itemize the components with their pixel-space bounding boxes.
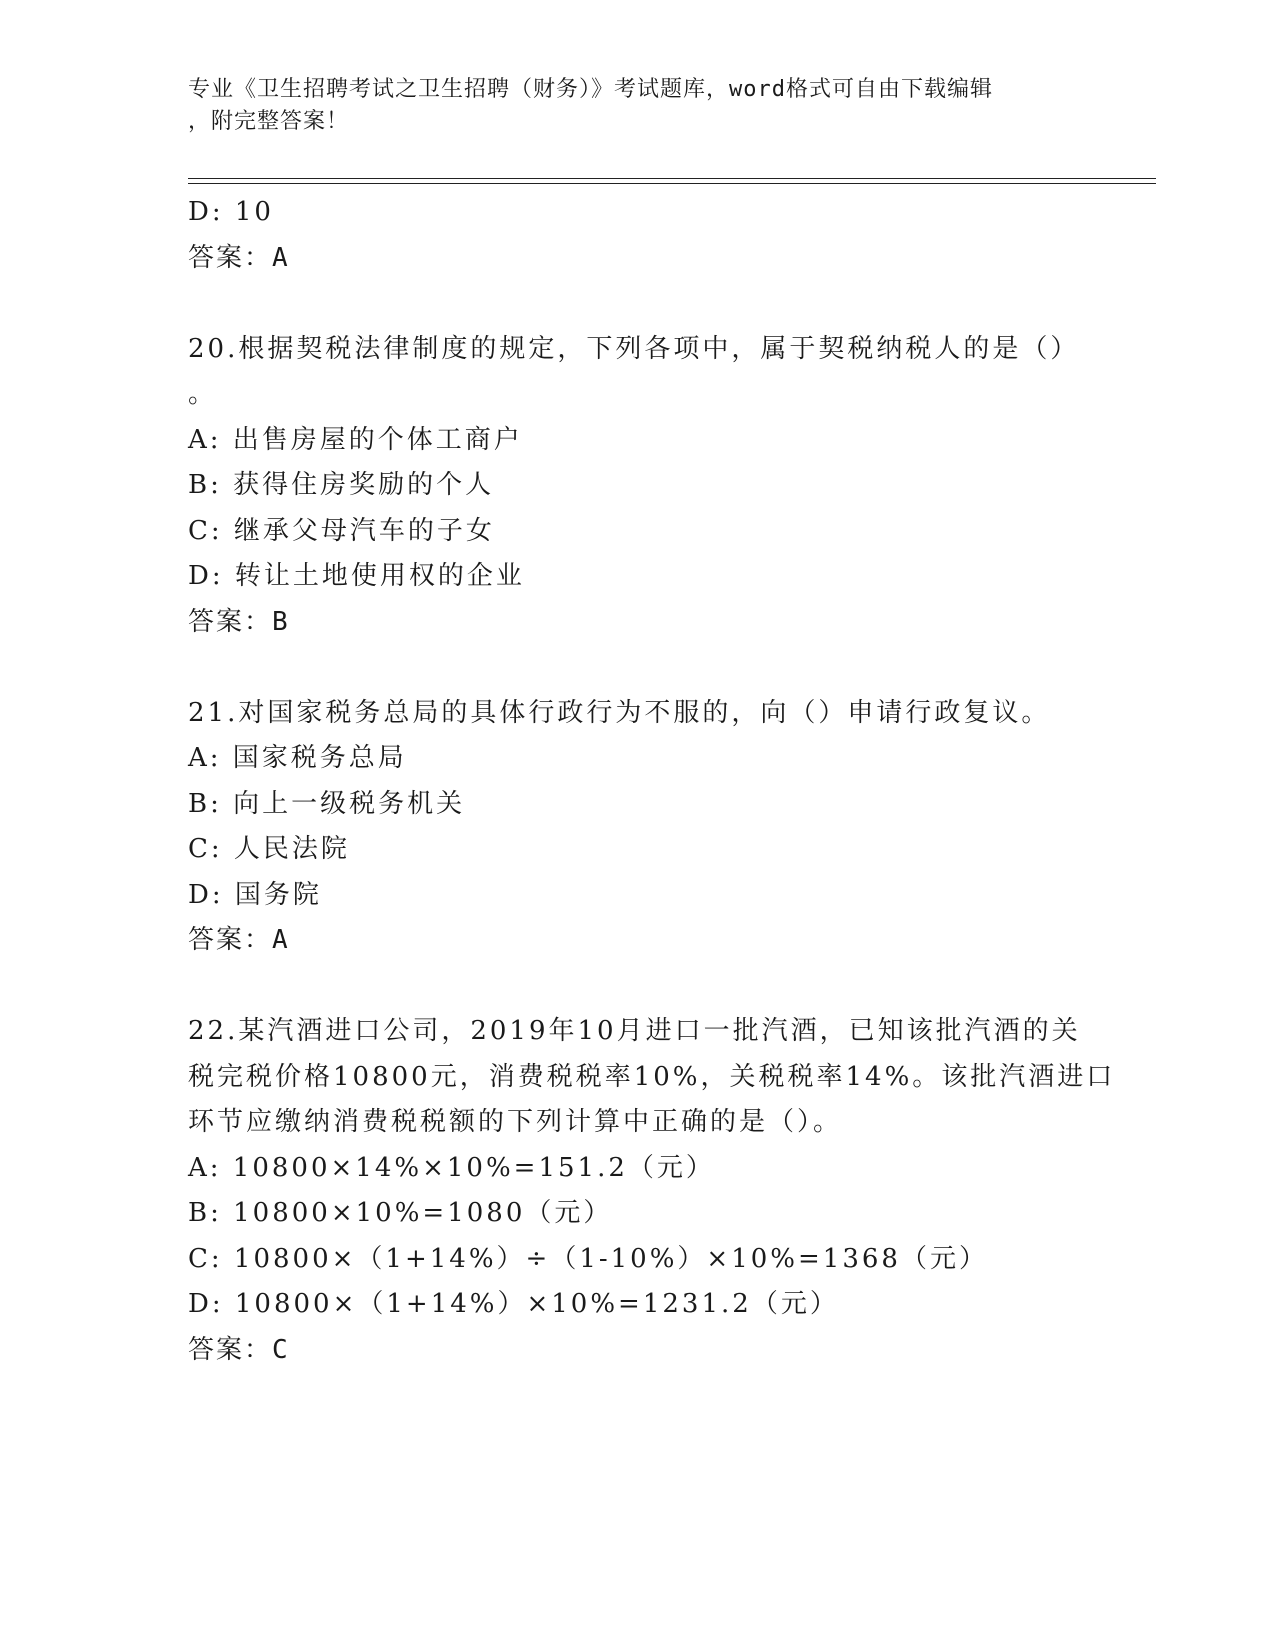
question-stem-line: 22.某汽酒进口公司，2019年10月进口一批汽酒，已知该批汽酒的关 [188, 1016, 1081, 1046]
question-stem-line: 环节应缴纳消费税税额的下列计算中正确的是（）。 [188, 1107, 843, 1137]
question-22 [188, 1009, 1116, 1373]
answer-line: 答案：A [188, 242, 290, 273]
option-c: C: 10800×（1+14%）÷（1-10%）×10%=1368（元） [188, 1243, 988, 1274]
option-d: D: 转让土地使用权的企业 [188, 561, 525, 591]
document-body [188, 190, 1116, 1373]
option-d: D: 10800×（1+14%）×10%=1231.2（元） [188, 1289, 839, 1319]
option-d: D: 国务院 [188, 879, 322, 910]
option-b: B: 向上一级税务机关 [188, 788, 466, 819]
question-stem-line: 。 [188, 379, 218, 409]
previous-question-tail [188, 190, 1088, 281]
option-c: C: 继承父母汽车的子女 [188, 515, 495, 546]
answer-line: 答案：B [188, 606, 290, 637]
question-20 [188, 327, 1088, 646]
option-d: D: 10 [188, 197, 274, 227]
option-a: A: 10800×14%×10%=151.2（元） [188, 1152, 715, 1183]
answer-line: 答案：A [188, 925, 290, 955]
question-stem-line: 税完税价格10800元，消费税税率10%，关税税率14%。该批汽酒进口 [188, 1061, 1116, 1092]
question-stem-line: 20.根据契税法律制度的规定，下列各项中，属于契税纳税人的是（） [188, 333, 1080, 364]
option-b: B: 10800×10%=1080（元） [188, 1198, 613, 1228]
document-header [188, 74, 1088, 138]
option-a: A: 国家税务总局 [188, 743, 407, 773]
header-divider-bottom [188, 183, 1156, 184]
option-c: C: 人民法院 [188, 834, 350, 864]
question-21 [188, 691, 1088, 964]
option-b: B: 获得住房奖励的个人 [188, 470, 495, 500]
header-line-2: ，附完整答案！ [188, 109, 350, 134]
option-a: A: 出售房屋的个体工商户 [188, 424, 523, 455]
question-stem-line: 21.对国家税务总局的具体行政行为不服的，向（）申请行政复议。 [188, 697, 1051, 728]
header-line-1: 专业《卫生招聘考试之卫生招聘（财务）》考试题库，word格式可自由下载编辑 [188, 77, 993, 102]
answer-line: 答案：C [188, 1334, 290, 1365]
header-divider-top [188, 178, 1156, 179]
